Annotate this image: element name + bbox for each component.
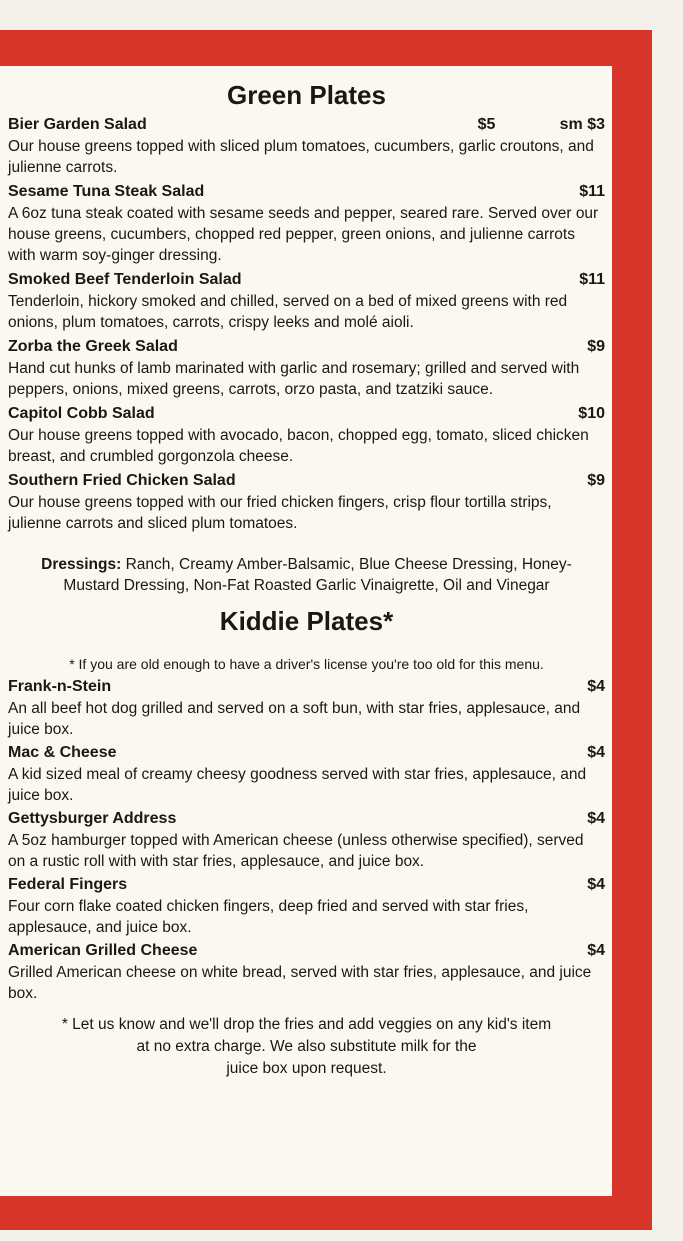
item-description: Grilled American cheese on white bread, served with star fries, applesauce, and juice box. <box>8 964 592 1002</box>
item-description: Four corn flake coated chicken fingers, deep fried and served with star fries, applesauce, and juice box. <box>8 898 529 936</box>
item-name: Zorba the Greek Salad <box>8 338 178 355</box>
item-name: Smoked Beef Tenderloin Salad <box>8 271 242 288</box>
menu-item <box>8 181 605 266</box>
item-name: Sesame Tuna Steak Salad <box>8 183 205 200</box>
age-note: * If you are old enough to have a driver's license you're too old for this menu. <box>69 656 544 672</box>
item-price: $10 <box>578 405 605 422</box>
menu-content <box>8 78 605 1080</box>
substitution-note-line-1: * Let us know and we'll drop the fries and add veggies on any kid's item <box>61 1016 552 1033</box>
item-price: $11 <box>579 183 605 200</box>
item-price: $9 <box>587 472 605 489</box>
item-price: $4 <box>587 744 605 761</box>
substitution-note-line-2: at no extra charge. We also substitute milk for the <box>136 1038 477 1055</box>
menu-item <box>8 470 605 534</box>
item-description: A 5oz hamburger topped with American cheese (unless otherwise specified), served on a rustic roll with with star fries, applesauce, and juice box. <box>8 832 584 870</box>
menu-item <box>8 114 605 178</box>
item-name: Southern Fried Chicken Salad <box>8 472 236 489</box>
menu-item <box>8 742 605 806</box>
item-price: $4 <box>587 876 605 893</box>
green-plates-title: Green Plates <box>227 80 386 110</box>
item-description: Our house greens topped with sliced plum tomatoes, cucumbers, garlic croutons, and julienne carrots. <box>8 138 594 176</box>
item-name: Mac & Cheese <box>8 744 117 761</box>
item-description: A kid sized meal of creamy cheesy goodness served with star fries, applesauce, and juice box. <box>8 766 587 804</box>
item-name: Capitol Cobb Salad <box>8 405 155 422</box>
dressings-line-2: Mustard Dressing, Non-Fat Roasted Garlic Vinaigrette, Oil and Vinegar <box>63 577 550 594</box>
item-price-small: sm $3 <box>559 116 605 133</box>
menu-item <box>8 808 605 872</box>
item-price: $11 <box>579 271 605 288</box>
item-description: Tenderloin, hickory smoked and chilled, served on a bed of mixed greens with red onions, plum tomatoes, carrots, crispy leeks and molé aioli. <box>8 293 568 331</box>
item-name: Gettysburger Address <box>8 810 177 827</box>
menu-item <box>8 336 605 400</box>
item-description: Hand cut hunks of lamb marinated with garlic and rosemary; grilled and served with peppers, onions, mixed greens, carrots, orzo pasta, and tzatziki sauce. <box>8 360 580 398</box>
menu-item <box>8 403 605 467</box>
item-name: Frank-n-Stein <box>8 678 112 695</box>
item-name: American Grilled Cheese <box>8 942 198 959</box>
item-name: Bier Garden Salad <box>8 116 147 133</box>
dressings-label: Dressings: <box>41 556 122 573</box>
dressings-list <box>8 554 605 596</box>
menu-item <box>8 269 605 333</box>
substitution-note <box>8 1014 605 1080</box>
item-name: Federal Fingers <box>8 876 128 893</box>
menu-item <box>8 940 605 1004</box>
menu-item <box>8 676 605 740</box>
item-description: A 6oz tuna steak coated with sesame seeds and pepper, seared rare. Served over our house greens, cucumbers, chopped red pepper, green onions, and julienne carrots with warm soy-ginger dressing. <box>8 205 599 264</box>
item-description: Our house greens topped with avocado, bacon, chopped egg, tomato, sliced chicken breast, and crumbled gorgonzola cheese. <box>8 427 589 465</box>
item-price: $9 <box>587 338 605 355</box>
item-price: $5 <box>477 116 496 133</box>
kiddie-plates-title: Kiddie Plates* <box>219 606 394 636</box>
dressings-line-1: Ranch, Creamy Amber-Balsamic, Blue Cheese Dressing, Honey- <box>121 556 572 573</box>
item-price: $4 <box>587 678 605 695</box>
substitution-note-line-3: juice box upon request. <box>226 1060 387 1077</box>
item-description: Our house greens topped with our fried chicken fingers, crisp flour tortilla strips, julienne carrots and sliced plum tomatoes. <box>8 494 552 532</box>
item-price: $4 <box>587 942 605 959</box>
menu-item <box>8 874 605 938</box>
item-price: $4 <box>587 810 605 827</box>
item-description: An all beef hot dog grilled and served on a soft bun, with star fries, applesauce, and juice box. <box>8 700 581 738</box>
